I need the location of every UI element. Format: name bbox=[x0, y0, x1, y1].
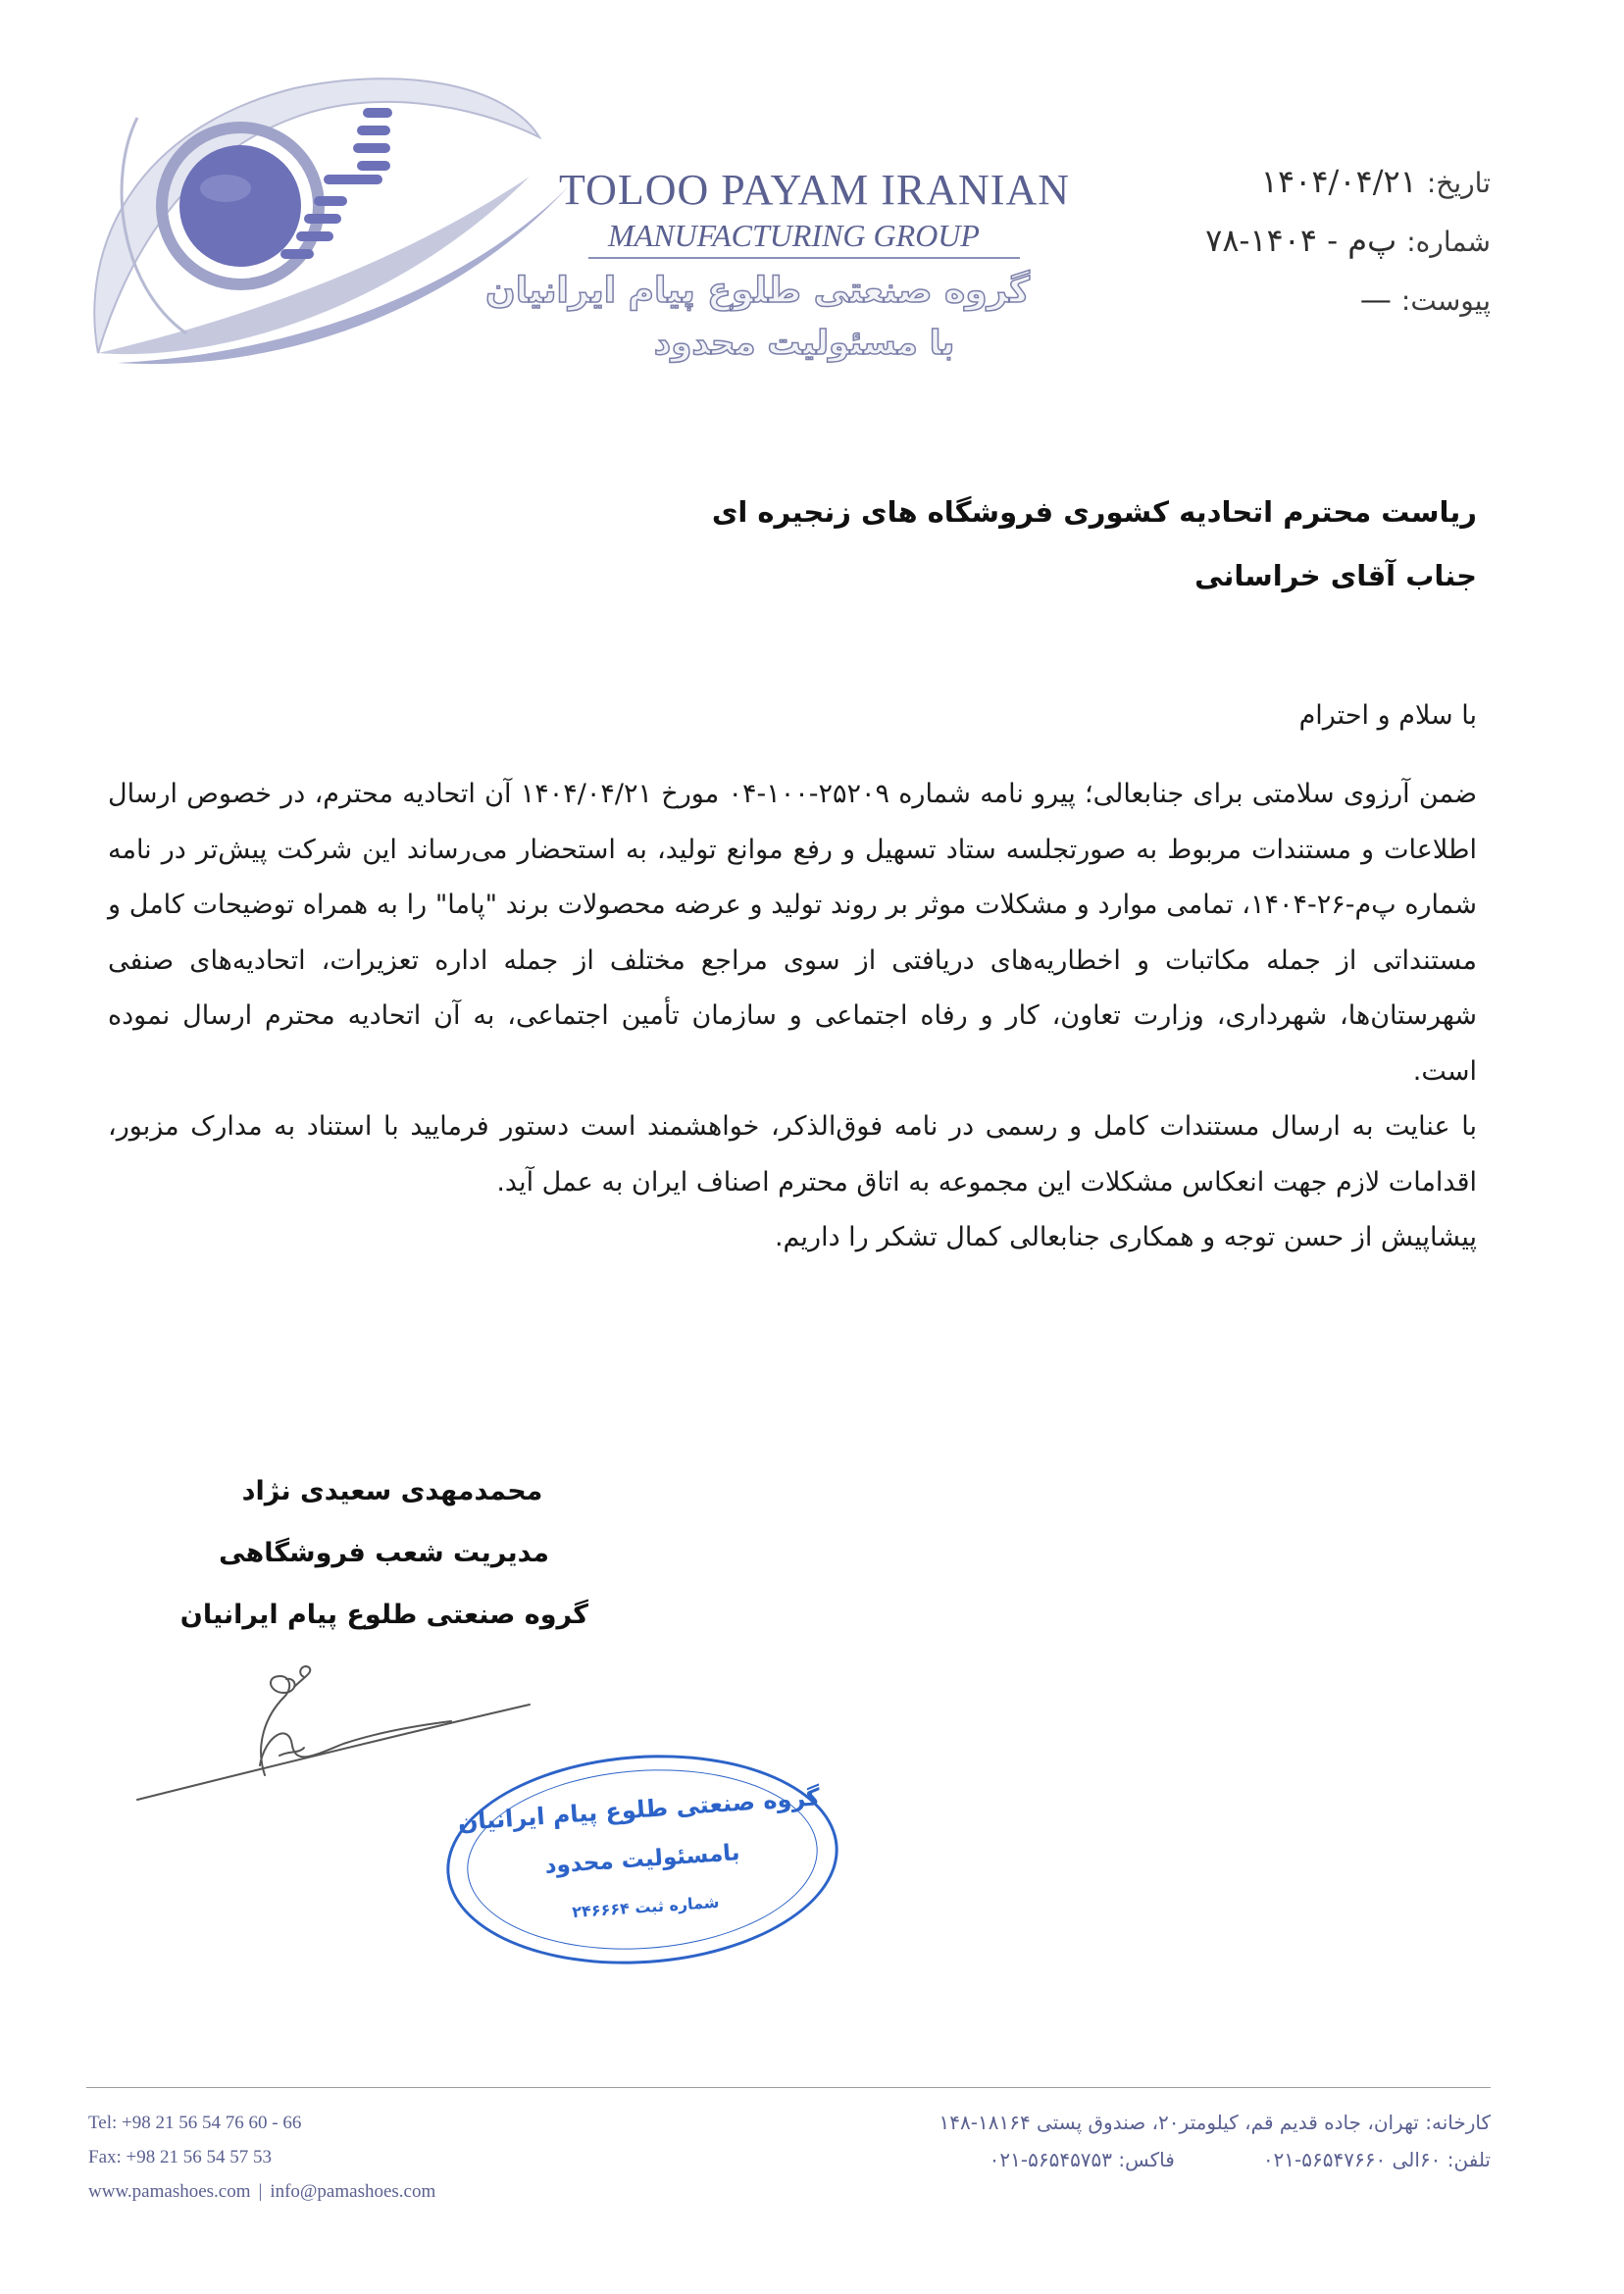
attachment-label: پیوست: bbox=[1400, 284, 1491, 317]
letter-attachment bbox=[1360, 280, 1491, 318]
letter-date bbox=[1261, 163, 1491, 200]
stamp-company-name: گروه صنعتی طلوع پیام ایرانیان bbox=[456, 1783, 821, 1836]
date-label: تاریخ: bbox=[1426, 167, 1491, 199]
footer-contact bbox=[88, 2181, 435, 2203]
attachment-value: — bbox=[1359, 280, 1392, 318]
footer-separator: | bbox=[258, 2181, 263, 2202]
company-logo bbox=[78, 59, 628, 382]
company-name-en: TOLOO PAYAM IRANIAN bbox=[559, 166, 1071, 214]
footer-tel: Tel: +98 21 56 54 76 60 - 66 bbox=[88, 2113, 302, 2133]
signer-title: مدیریت شعب فروشگاهی bbox=[219, 1538, 549, 1568]
company-liability-fa: با مسئولیت محدود bbox=[653, 324, 955, 363]
number-label: شماره: bbox=[1406, 226, 1491, 258]
footer-fax: Fax: +98 21 56 54 57 53 bbox=[88, 2147, 272, 2167]
stamp-registration: شماره ثبت ۲۴۶۶۶۴ bbox=[571, 1892, 721, 1922]
footer-address-fa: کارخانه: تهران، جاده قدیم قم، کیلومتر۲۰، صندوق پستی ۱۸۱۶۴-۱۴۸ bbox=[939, 2111, 1491, 2134]
logo-divider bbox=[588, 257, 1020, 259]
footer-fax-fa: فاکس: ۵۶۵۴۵۷۵۳-۰۲۱ bbox=[989, 2148, 1175, 2171]
body-paragraph: پیشاپیش از حسن توجه و همکاری جنابعالی کمال تشکر را داریم. bbox=[774, 1222, 1477, 1252]
date-value: ۱۴۰۴/۰۴/۲۱ bbox=[1260, 163, 1417, 200]
letter-body bbox=[108, 767, 1477, 1266]
footer-phone-fa: تلفن: ۶۰الی ۵۶۵۴۷۶۶۰-۰۲۱ bbox=[1262, 2148, 1491, 2171]
company-name-fa: گروه صنعتی طلوع پیام ایرانیان bbox=[485, 271, 1030, 311]
footer-phones-fa bbox=[990, 2148, 1491, 2171]
stamp-liability: بامسئولیت محدود bbox=[543, 1840, 741, 1879]
letter-number bbox=[1205, 222, 1491, 259]
greeting: با سلام و احترام bbox=[1298, 700, 1477, 731]
recipient-name: جناب آقای خراسانی bbox=[1194, 559, 1477, 592]
signer-company: گروه صنعتی طلوع پیام ایرانیان bbox=[179, 1600, 588, 1630]
body-paragraph: ضمن آرزوی سلامتی برای جنابعالی؛ پیرو نامه شماره ۲۵۲۰۹-۱۰۰-۰۴ مورخ ۱۴۰۴/۰۴/۲۱ آن اتحادیه محترم، در خصوص ارسال اطلاعات و مستندات مربوط به صورتجلسه ستاد تسهیل و رفع موانع تولید، به استحضار می‌رساند این شرکت پیش‌تر در نامه شماره پ‌م-۲۶-۱۴۰۴، تمامی موارد و مشکلات موثر بر روند تولید و عرضه محصولات برند "پاما" را به همراه توضیحات کامل و مستنداتی از جمله مکاتبات و اخطاریه‌های دریافتی از سوی مراجع مختلف از جمله اداره تعزیرات، اتحادیه‌های صنفی شهرستان‌ها، شهرداری، وزارت تعاون، کار و رفاه اجتماعی و سازمان تأمین اجتماعی، به آن اتحادیه محترم ارسال نموده است. bbox=[108, 779, 1477, 1087]
footer-divider bbox=[86, 2087, 1491, 2088]
company-subtitle-en: MANUFACTURING GROUP bbox=[608, 218, 980, 253]
recipient-title: ریاست محترم اتحادیه کشوری فروشگاه های زنجیره ای bbox=[711, 495, 1477, 529]
footer-website[interactable]: www.pamashoes.com bbox=[88, 2181, 251, 2202]
footer-email[interactable]: info@pamashoes.com bbox=[270, 2181, 436, 2202]
number-value: پ‌م - ۱۴۰۴-۷۸ bbox=[1205, 222, 1397, 259]
body-paragraph: با عنایت به ارسال مستندات کامل و رسمی در نامه فوق‌الذکر، خواهشمند است دستور فرمایید با استناد به مدارک مزبور، اقدامات لازم جهت انعکاس مشکلات این مجموعه به اتاق محترم اصناف ایران به عمل آید. bbox=[108, 1111, 1477, 1198]
signer-name: محمدمهدی سعیدی نژاد bbox=[241, 1476, 543, 1506]
